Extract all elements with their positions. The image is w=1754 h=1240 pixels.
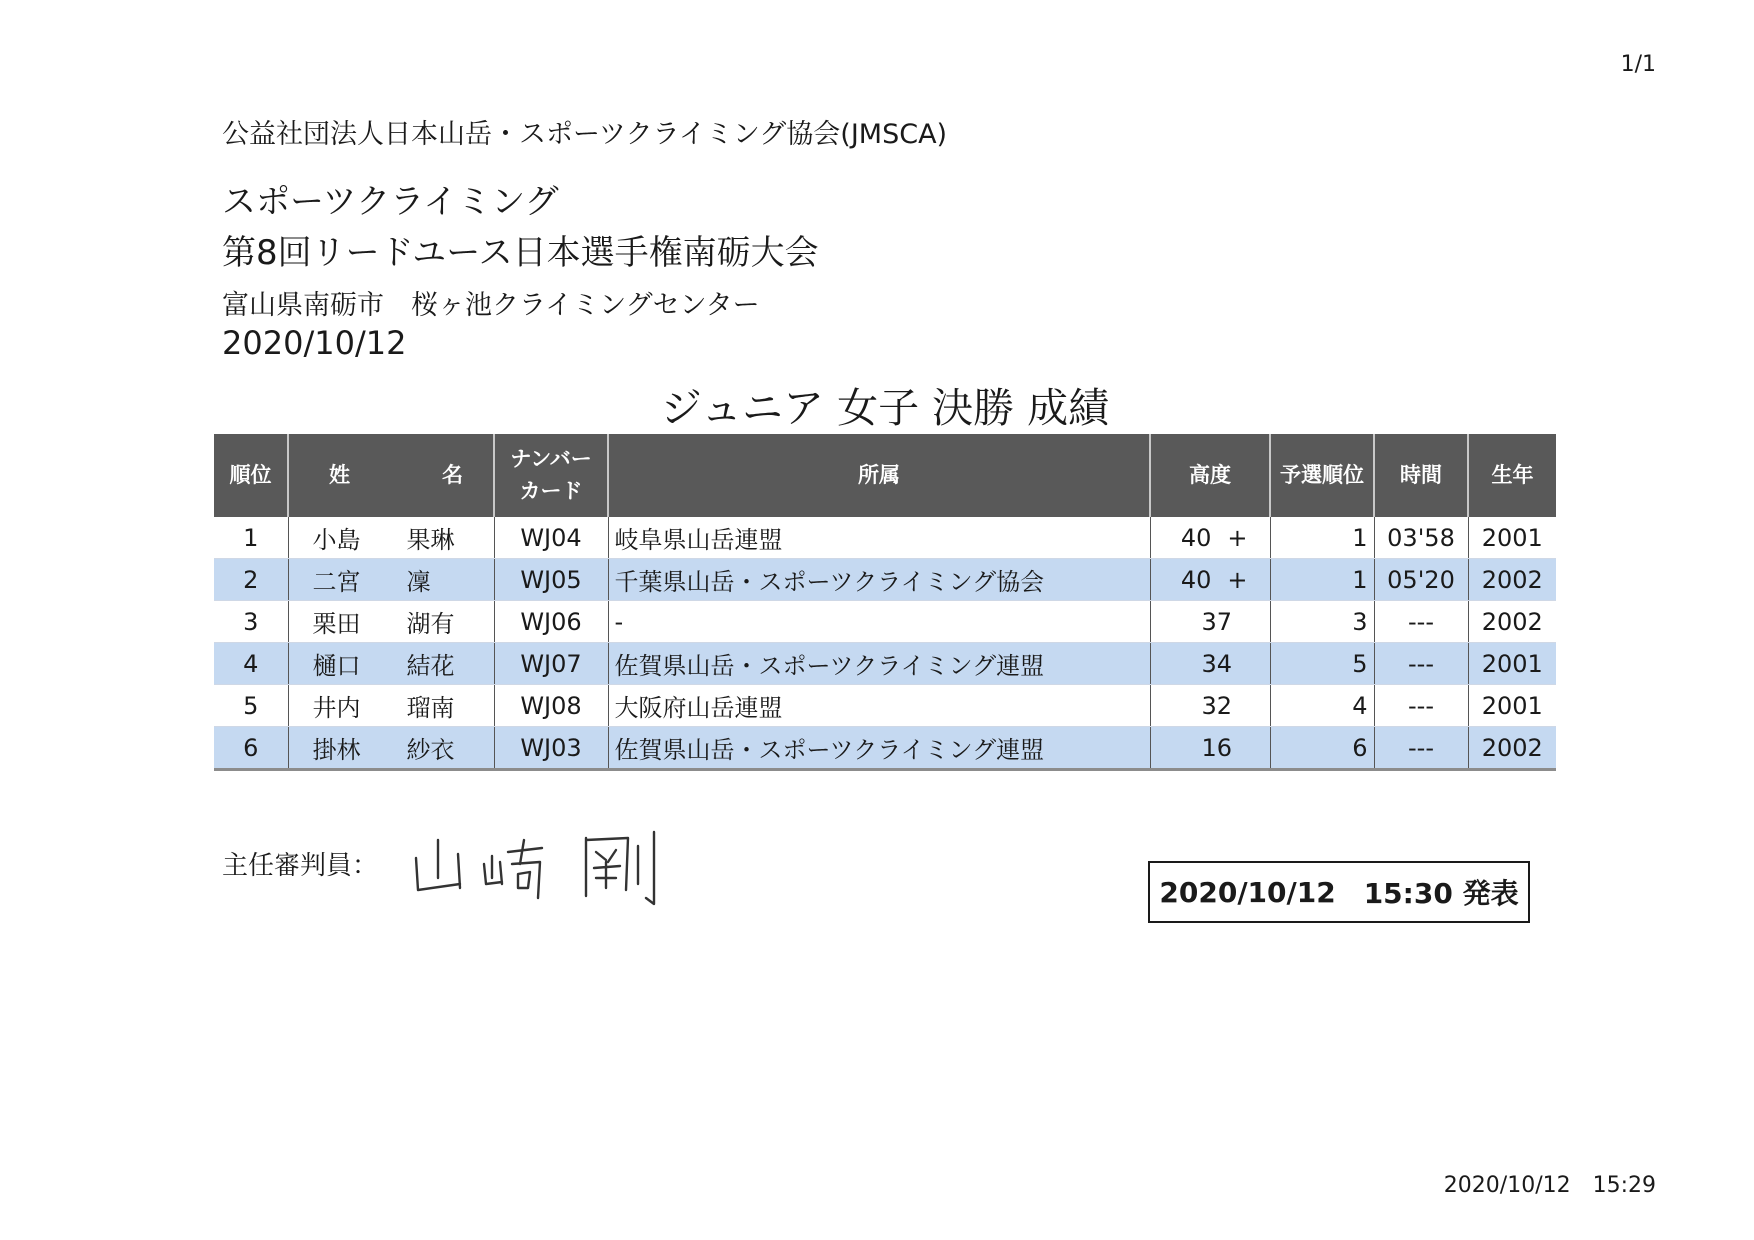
time-cell: ---: [1374, 601, 1468, 643]
header-number-card-line1: ナンバー: [510, 447, 592, 471]
table-header-row: [214, 434, 1556, 517]
height-value: 40: [1180, 523, 1212, 552]
judge-signature: [408, 818, 678, 908]
results-table: [214, 434, 1556, 771]
announcement-time: 15:30: [1363, 877, 1453, 910]
height-value: 37: [1201, 607, 1233, 636]
event-name: 第8回リードユース日本選手権南砺大会: [222, 233, 819, 273]
height-cell: [1150, 517, 1270, 559]
organization-name: 公益社団法人日本山岳・スポーツクライミング協会(JMSCA): [222, 119, 948, 150]
venue: 富山県南砺市 桜ヶ池クライミングセンター: [222, 290, 760, 321]
birth-year-cell: 2001: [1468, 643, 1556, 685]
rank-cell: 1: [214, 517, 288, 559]
qualifying-rank-cell: 1: [1270, 559, 1374, 601]
announcement-date: 2020/10/12: [1159, 875, 1336, 909]
rank-cell: 6: [214, 727, 288, 770]
affiliation-cell: 佐賀県山岳・スポーツクライミング連盟: [608, 727, 1150, 770]
table-row: [214, 601, 1556, 643]
affiliation-cell: 千葉県山岳・スポーツクライミング協会: [608, 559, 1150, 601]
card-cell: WJ03: [494, 727, 608, 770]
height-value: 34: [1201, 649, 1233, 678]
given-name: 紗衣: [406, 736, 455, 764]
rank-cell: 2: [214, 559, 288, 601]
header-qualifying-rank: 予選順位: [1270, 434, 1374, 517]
announcement-suffix: 発表: [1462, 877, 1519, 910]
header-birth-year: 生年: [1468, 434, 1556, 517]
family-name: 掛林: [312, 736, 361, 764]
time-cell: ---: [1374, 727, 1468, 770]
birth-year-cell: 2002: [1468, 601, 1556, 643]
height-plus: +: [1227, 565, 1248, 594]
family-name: 栗田: [312, 610, 361, 638]
result-title: ジュニア 女子 決勝 成績: [660, 384, 1110, 432]
rank-cell: 3: [214, 601, 288, 643]
header-number-card-line2: カード: [519, 478, 583, 503]
height-value: 32: [1201, 691, 1233, 720]
height-cell: [1150, 643, 1270, 685]
chief-judge-label: 主任審判員：: [222, 851, 379, 881]
affiliation-cell: 岐阜県山岳連盟: [608, 517, 1150, 559]
given-name: 瑠南: [406, 694, 455, 722]
family-name: 二宮: [312, 568, 361, 596]
name-cell: [288, 517, 494, 559]
qualifying-rank-cell: 6: [1270, 727, 1374, 770]
affiliation-cell: -: [608, 601, 1150, 643]
table-row: [214, 685, 1556, 727]
header-given-name: 名: [442, 462, 463, 487]
card-cell: WJ07: [494, 643, 608, 685]
birth-year-cell: 2001: [1468, 517, 1556, 559]
family-name: 井内: [312, 694, 361, 722]
name-cell: [288, 559, 494, 601]
given-name: 湖有: [406, 610, 455, 638]
header-number-card: [494, 434, 608, 517]
card-cell: WJ08: [494, 685, 608, 727]
qualifying-rank-cell: 3: [1270, 601, 1374, 643]
qualifying-rank-cell: 1: [1270, 517, 1374, 559]
card-cell: WJ06: [494, 601, 608, 643]
name-cell: [288, 727, 494, 770]
name-cell: [288, 601, 494, 643]
height-cell: [1150, 727, 1270, 770]
height-value: 16: [1201, 733, 1233, 762]
page-number: 1/1: [1620, 52, 1656, 77]
affiliation-cell: 大阪府山岳連盟: [608, 685, 1150, 727]
affiliation-cell: 佐賀県山岳・スポーツクライミング連盟: [608, 643, 1150, 685]
time-cell: 05'20: [1374, 559, 1468, 601]
footer-timestamp: 2020/10/12 15:29: [1443, 1173, 1656, 1198]
time-cell: ---: [1374, 685, 1468, 727]
family-name: 小島: [312, 526, 361, 554]
qualifying-rank-cell: 5: [1270, 643, 1374, 685]
card-cell: WJ04: [494, 517, 608, 559]
header-affiliation: 所属: [608, 434, 1150, 517]
height-value: 40: [1180, 565, 1212, 594]
height-cell: [1150, 685, 1270, 727]
time-cell: ---: [1374, 643, 1468, 685]
rank-cell: 4: [214, 643, 288, 685]
height-cell: [1150, 601, 1270, 643]
birth-year-cell: 2002: [1468, 559, 1556, 601]
given-name: 結花: [406, 652, 455, 680]
height-plus: +: [1227, 523, 1248, 552]
header-family-name: 姓: [329, 462, 350, 487]
announcement-box: [1148, 861, 1530, 923]
header-height: 高度: [1150, 434, 1270, 517]
event-date: 2020/10/12: [222, 324, 407, 362]
given-name: 凜: [406, 568, 431, 596]
time-cell: 03'58: [1374, 517, 1468, 559]
table-row: [214, 727, 1556, 770]
name-cell: [288, 643, 494, 685]
rank-cell: 5: [214, 685, 288, 727]
table-row: [214, 559, 1556, 601]
header-rank: 順位: [214, 434, 288, 517]
sport-name: スポーツクライミング: [222, 182, 559, 222]
qualifying-rank-cell: 4: [1270, 685, 1374, 727]
card-cell: WJ05: [494, 559, 608, 601]
given-name: 果琳: [406, 526, 455, 554]
height-cell: [1150, 559, 1270, 601]
birth-year-cell: 2002: [1468, 727, 1556, 770]
header-time: 時間: [1374, 434, 1468, 517]
table-row: [214, 517, 1556, 559]
header-name: [288, 434, 494, 517]
table-row: [214, 643, 1556, 685]
name-cell: [288, 685, 494, 727]
birth-year-cell: 2001: [1468, 685, 1556, 727]
family-name: 樋口: [312, 652, 361, 680]
